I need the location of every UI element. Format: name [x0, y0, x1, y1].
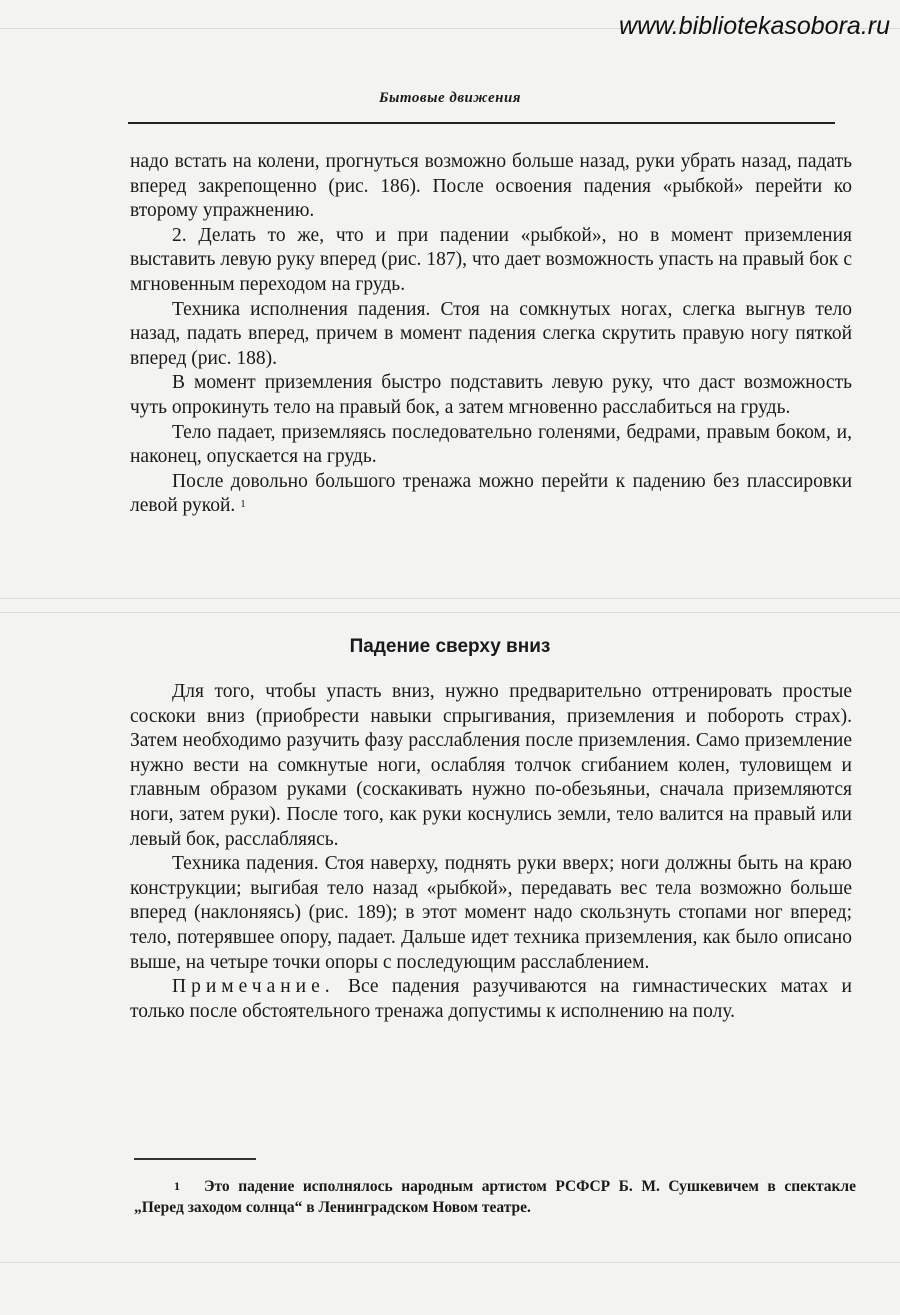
scan-artifact [0, 1262, 900, 1263]
running-head: Бытовые движения [378, 90, 522, 106]
scan-artifact [0, 612, 900, 613]
paragraph-with-footnote [130, 470, 852, 519]
paragraph: надо встать на колени, прогнуться возможно больше назад, руки убрать назад, падать вперед закрепощенно (рис. 186). После освоения падения «рыбкой» перейти ко второму упражнению. [130, 151, 852, 222]
note-text: Все падения разучиваются на гимнастических матах и только после обстоятельного тренажа допустимы к исполнению на полу. [130, 976, 852, 1022]
header-rule [128, 122, 835, 124]
watermark-url[interactable]: www.bibliotekasobora.ru [619, 12, 890, 40]
footnote-marker: 1 [174, 1179, 180, 1193]
paragraph: В момент приземления быстро подставить левую руку, что даст возможность чуть опрокинуть тело на правый бок, а затем мгновенно расслабиться на грудь. [130, 372, 852, 418]
scan-artifact [0, 598, 900, 599]
paragraph: 2. Делать то же, что и при падении «рыбкой», но в момент приземления выставить левую руку вперед (рис. 187), что дает возможность упасть на правый бок с мгновенным переходом на грудь. [130, 224, 852, 295]
paragraph: Техника падения. Стоя наверху, поднять руки вверх; ноги должны быть на краю конструкции; выгибая тело назад «рыбкой», передавать вес тела возможно больше вперед (наклоняясь) (рис. 189); в этот момент надо скользнуть стопами ног вперед; тело, потерявшее опору, падает. Дальше идет техника приземления, как было описано выше, на четыре точки опоры с последующим расслаблением. [130, 853, 852, 973]
text-block-top [130, 150, 852, 519]
note-paragraph [130, 975, 852, 1024]
note-label: Примечание. [172, 976, 335, 998]
text-block-bottom [130, 680, 852, 1024]
footnote-rule [134, 1158, 256, 1160]
section-heading: Падение сверху вниз [349, 636, 551, 657]
paragraph: Для того, чтобы упасть вниз, нужно предварительно оттренировать простые соскоки вниз (приобрести навыки спрыгивания, приземления и побороть страх). Затем необходимо разучить фазу расслабления после приземления. Само приземление нужно вести на сомкнутые ноги, ослабляя толчок сгибанием колен, туловищем и главным образом руками (соскакивать нужно по-обезьяньи, сначала приземляются ноги, затем руки). После того, как руки коснулись земли, тело валится на правый или левый бок, расслабляясь. [130, 681, 852, 850]
paragraph: Тело падает, приземляясь последовательно голенями, бедрами, правым боком, и, наконец, опускается на грудь. [130, 421, 852, 468]
footnote-ref: 1 [240, 498, 246, 511]
footnote [134, 1176, 856, 1218]
paragraph: Техника исполнения падения. Стоя на сомкнутых ногах, слегка выгнув тело назад, падать вперед, причем в момент падения слегка скрутить правую ногу пяткой вперед (рис. 188). [130, 298, 852, 369]
footnote-text: Это падение исполнялось народным артистом РСФСР Б. М. Сушкевичем в спектакле „Перед заходом солнца“ в Ленинградском Новом театре. [134, 1178, 856, 1216]
paragraph-text: После довольно большого тренажа можно перейти к падению без плассировки левой рукой. [130, 470, 852, 517]
